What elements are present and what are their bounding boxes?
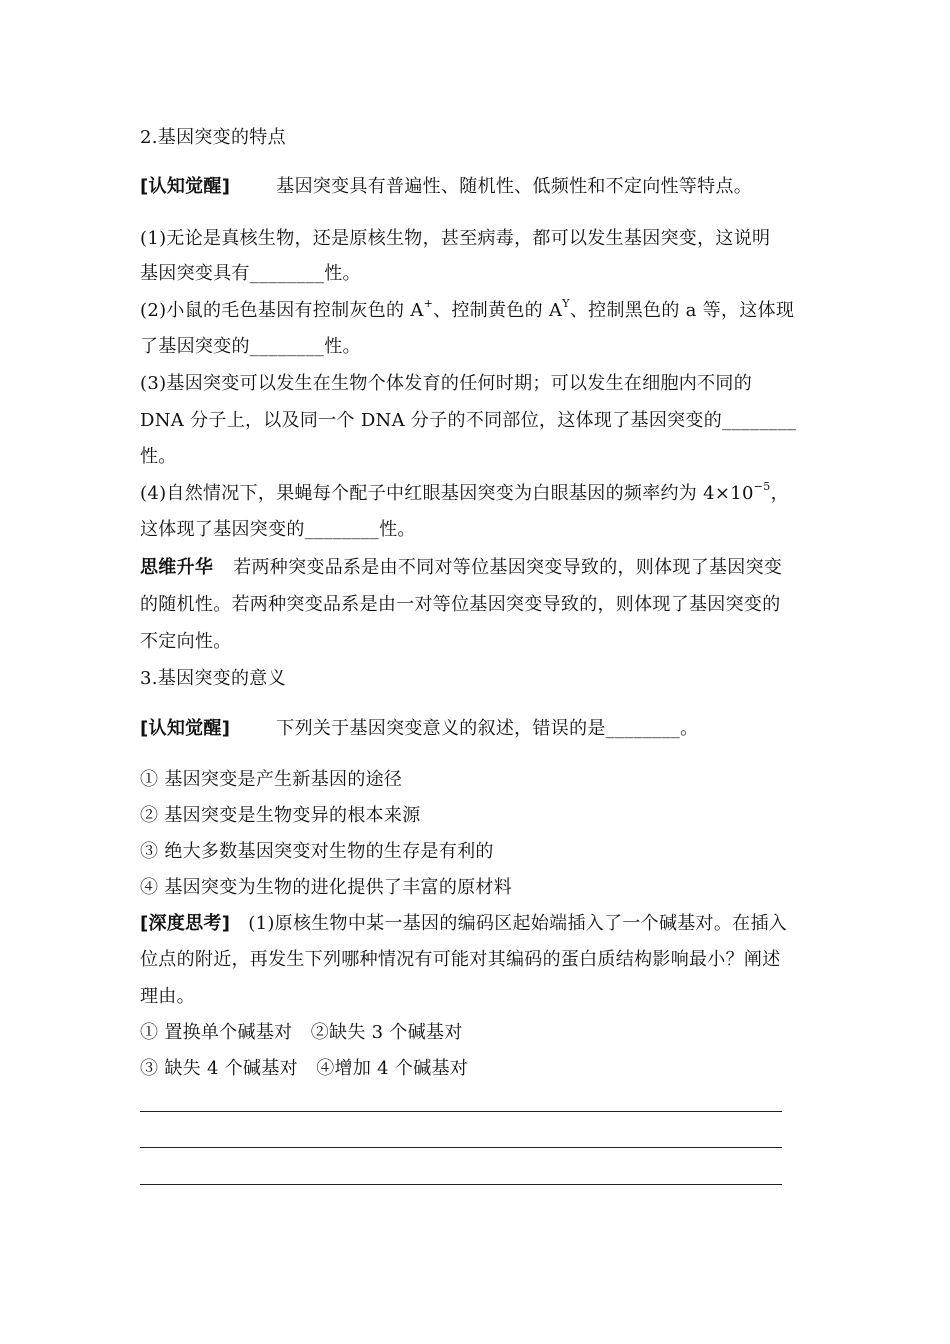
deep-thinking-line-2: 位点的附近，再发生下列哪种情况有可能对其编码的蛋白质结构影响最小？阐述 <box>140 949 781 970</box>
option-item: ② 基因突变是生物变异的根本来源 <box>140 805 421 826</box>
deep-thinking-line-3: 理由。 <box>140 986 195 1007</box>
question-1-line-2: 基因突变具有________性。 <box>140 263 361 284</box>
q2-superscript-y: Y <box>562 297 570 310</box>
deep-thinking-text: (1)原核生物中某一基因的编码区起始端插入了一个碱基对。在插入 <box>248 913 788 934</box>
question-2-line-1 <box>140 298 812 324</box>
question-4-line-2: 这体现了基因突变的________性。 <box>140 519 416 540</box>
question-3-line-2: DNA 分子上，以及同一个 DNA 分子的不同部位，这体现了基因突变的________ <box>140 410 797 431</box>
option-item: ① 基因突变是产生新基因的途径 <box>140 769 403 790</box>
thinking-upgrade-line-2: 的随机性。若两种突变品系是由一对等位基因突变导致的，则体现了基因突变的 <box>140 594 781 615</box>
deep-options-line-1: ① 置换单个碱基对 ②缺失 3 个碱基对 <box>140 1022 463 1043</box>
answer-line[interactable] <box>140 1111 782 1112</box>
question-4-line-1 <box>140 481 812 507</box>
answer-line[interactable] <box>140 1147 782 1148</box>
question-2-line-2: 了基因突变的________性。 <box>140 336 361 357</box>
q2-text-c: 、控制黑色的 a 等，这体现 <box>569 300 795 321</box>
thinking-upgrade-label: 思维升华 <box>140 557 214 578</box>
section3-cognition <box>140 716 812 742</box>
section3-heading: 3.基因突变的意义 <box>140 668 286 689</box>
thinking-upgrade-line-1 <box>140 555 812 581</box>
cognition-text: 基因突变具有普遍性、随机性、低频性和不定向性等特点。 <box>276 176 753 197</box>
q2-text-b: 、控制黄色的 A <box>433 300 563 321</box>
section2-cognition <box>140 174 812 200</box>
answer-line[interactable] <box>140 1184 782 1185</box>
question-3-line-3: 性。 <box>140 446 177 467</box>
thinking-upgrade-line-3: 不定向性。 <box>140 631 232 652</box>
option-item: ③ 绝大多数基因突变对生物的生存是有利的 <box>140 841 494 862</box>
q4-superscript: −5 <box>753 480 771 493</box>
q2-text-a: (2)小鼠的毛色基因有控制灰色的 A <box>140 300 424 321</box>
q2-superscript-plus: + <box>423 297 434 310</box>
section2-heading: 2.基因突变的特点 <box>140 127 286 148</box>
q4-text-b: ， <box>770 483 789 504</box>
q4-text-a: (4)自然情况下，果蝇每个配子中红眼基因突变为白眼基因的频率约为 4×10 <box>140 483 754 504</box>
cognition-text: 下列关于基因突变意义的叙述，错误的是________。 <box>276 718 699 739</box>
question-1-line-1: (1)无论是真核生物，还是原核生物，甚至病毒，都可以发生基因突变，这说明 <box>140 228 771 249</box>
thinking-upgrade-text: 若两种突变品系是由不同对等位基因突变导致的，则体现了基因突变 <box>233 557 783 578</box>
deep-options-line-2: ③ 缺失 4 个碱基对 ④增加 4 个碱基对 <box>140 1058 469 1079</box>
cognition-label: [认知觉醒] <box>140 718 231 739</box>
deep-thinking-line-1 <box>140 911 812 937</box>
deep-thinking-label: [深度思考] <box>140 913 231 934</box>
cognition-label: [认知觉醒] <box>140 176 231 197</box>
question-3-line-1: (3)基因突变可以发生在生物个体发育的任何时期；可以发生在细胞内不同的 <box>140 373 752 394</box>
option-item: ④ 基因突变为生物的进化提供了丰富的原材料 <box>140 877 513 898</box>
